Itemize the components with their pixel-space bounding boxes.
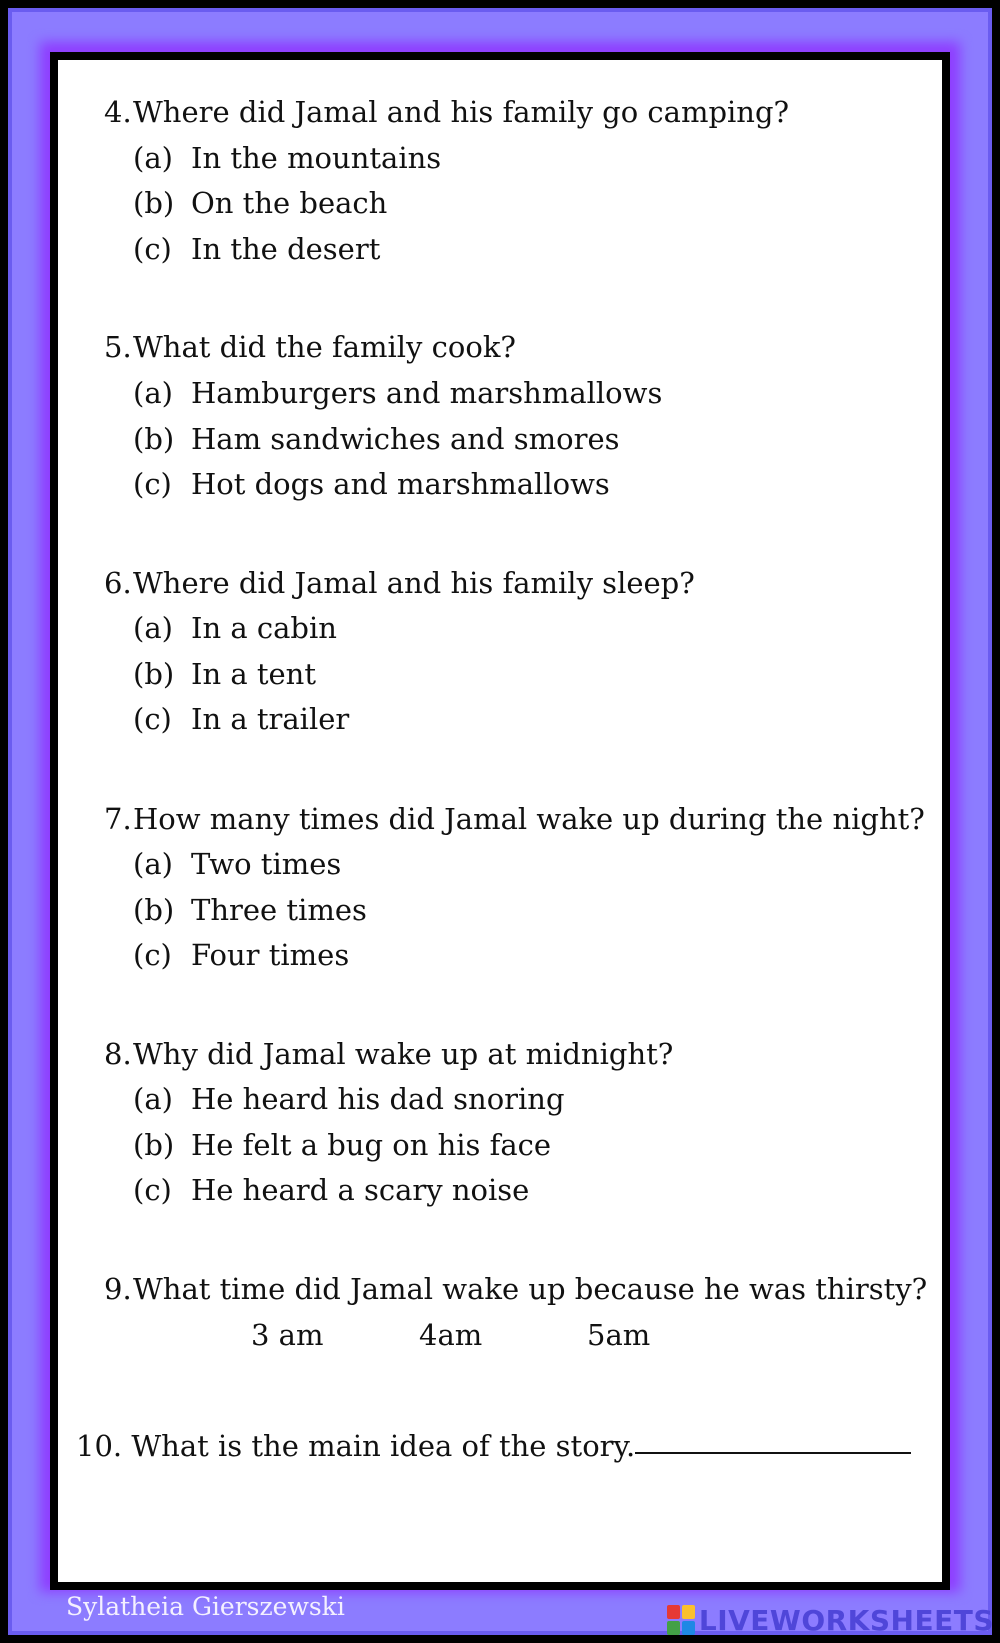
question-6-option-a[interactable] — [133, 610, 337, 646]
question-number: 9. — [104, 1272, 132, 1306]
question-text: Where did Jamal and his family sleep? — [133, 566, 695, 600]
question-text: What is the main idea of the story. — [131, 1429, 636, 1463]
question-5-option-c[interactable] — [133, 466, 610, 502]
option-text: Three times — [191, 893, 367, 927]
option-letter: (a) — [133, 376, 173, 410]
option-text: Hamburgers and marshmallows — [191, 376, 663, 410]
option-text: Two times — [191, 847, 342, 881]
worksheet-page — [58, 60, 942, 1582]
answer-blank-line[interactable] — [635, 1452, 911, 1454]
question-number: 7. — [104, 802, 132, 836]
question-7-option-b[interactable] — [133, 892, 367, 928]
question-text: How many times did Jamal wake up during the night? — [133, 802, 925, 836]
question-9 — [104, 1271, 927, 1307]
question-4-option-a[interactable] — [133, 140, 441, 176]
time-choice-4am[interactable]: 4am — [419, 1318, 483, 1352]
option-text: He felt a bug on his face — [191, 1128, 552, 1162]
question-7 — [104, 801, 925, 837]
option-text: In a cabin — [191, 611, 337, 645]
liveworksheets-logo[interactable] — [667, 1600, 994, 1640]
option-letter: (a) — [133, 611, 173, 645]
time-choice-3am[interactable]: 3 am — [251, 1318, 324, 1352]
option-text: Four times — [191, 938, 350, 972]
option-text: He heard his dad snoring — [191, 1082, 565, 1116]
option-letter: (c) — [133, 232, 172, 266]
question-5 — [104, 329, 516, 365]
question-5-option-b[interactable] — [133, 421, 620, 457]
question-text: What did the family cook? — [133, 330, 516, 364]
question-10 — [76, 1428, 635, 1464]
question-6-option-c[interactable] — [133, 701, 349, 737]
question-number: 5. — [104, 330, 132, 364]
option-letter: (b) — [133, 1128, 175, 1162]
option-letter: (c) — [133, 702, 172, 736]
question-number: 4. — [104, 95, 132, 129]
option-letter: (c) — [133, 938, 172, 972]
author-credit: Sylatheia Gierszewski — [66, 1592, 345, 1621]
question-4-option-c[interactable] — [133, 231, 380, 267]
option-text: In a tent — [191, 657, 317, 691]
option-letter: (a) — [133, 847, 173, 881]
option-letter: (b) — [133, 893, 175, 927]
option-text: In the mountains — [191, 141, 442, 175]
question-number: 8. — [104, 1037, 132, 1071]
option-text: Hot dogs and marshmallows — [191, 467, 610, 501]
question-4 — [104, 94, 789, 130]
option-letter: (a) — [133, 141, 173, 175]
option-letter: (a) — [133, 1082, 173, 1116]
time-choice-5am[interactable]: 5am — [587, 1318, 651, 1352]
question-7-option-c[interactable] — [133, 937, 349, 973]
brand-name: LIVEWORKSHEETS — [698, 1603, 994, 1637]
question-6-option-b[interactable] — [133, 656, 316, 692]
question-7-option-a[interactable] — [133, 846, 341, 882]
option-text: In a trailer — [191, 702, 350, 736]
question-number: 6. — [104, 566, 132, 600]
question-8-option-c[interactable] — [133, 1172, 529, 1208]
option-text: Ham sandwiches and smores — [191, 422, 620, 456]
question-6 — [104, 565, 695, 601]
option-letter: (b) — [133, 186, 175, 220]
question-5-option-a[interactable] — [133, 375, 662, 411]
question-text: What time did Jamal wake up because he was thirsty? — [133, 1272, 928, 1306]
option-text: On the beach — [191, 186, 388, 220]
option-letter: (c) — [133, 467, 172, 501]
question-text: Where did Jamal and his family go camping? — [133, 95, 790, 129]
liveworksheets-icon — [667, 1605, 695, 1635]
option-letter: (b) — [133, 657, 175, 691]
question-text: Why did Jamal wake up at midnight? — [133, 1037, 674, 1071]
option-text: In the desert — [191, 232, 381, 266]
question-number: 10. — [76, 1429, 123, 1463]
question-4-option-b[interactable] — [133, 185, 387, 221]
option-text: He heard a scary noise — [191, 1173, 530, 1207]
question-8 — [104, 1036, 673, 1072]
question-8-option-b[interactable] — [133, 1127, 551, 1163]
option-letter: (c) — [133, 1173, 172, 1207]
option-letter: (b) — [133, 422, 175, 456]
question-8-option-a[interactable] — [133, 1081, 565, 1117]
